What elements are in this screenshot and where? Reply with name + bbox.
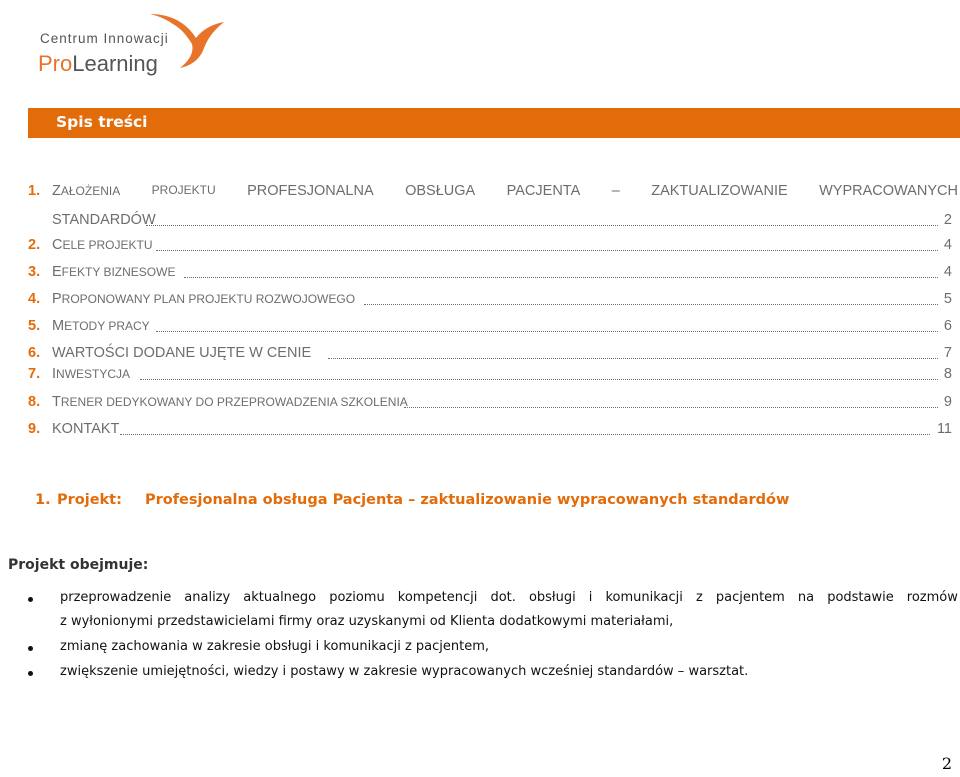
- list-item: zmianę zachowania w zakresie obsługi i komunikacji z pacjentem,: [60, 639, 958, 654]
- toc-item-9[interactable]: 9. KONTAKT 11: [28, 421, 952, 437]
- list-item-continuation: z wyłonionymi przedstawicielami firmy oraz uzyskanymi od Klienta dodatkowymi materiałami,: [60, 614, 674, 629]
- list-item-word: obsługi: [528, 590, 576, 605]
- list-item-word: pacjentem: [715, 590, 785, 605]
- list-item-word: podstawie: [827, 590, 894, 605]
- toc-item-7[interactable]: 7. INWESTYCJA 8: [28, 366, 952, 382]
- toc-item-1-title[interactable]: ZAŁOŻENIA PROJEKTU PROFESJONALNA OBSŁUGA PACJENTA – ZAKTUALIZOWANIE WYPRACOWANYCH: [52, 183, 958, 199]
- list-item-word: i: [588, 590, 593, 605]
- list-item-word: rozmów: [906, 590, 958, 605]
- list-item-word: przeprowadzenie: [60, 590, 172, 605]
- bullet-icon: [28, 597, 33, 602]
- toc-item-8[interactable]: 8. TRENER DEDYKOWANY DO PRZEPROWADZENIA SZKOLENIA 9: [28, 394, 952, 410]
- list-item-word: aktualnego: [243, 590, 317, 605]
- company-logo: [38, 8, 228, 74]
- list-item: [60, 590, 958, 605]
- section-heading: 1. Projekt: Profesjonalna obsługa Pacjenta – zaktualizowanie wypracowanych standardów: [35, 492, 790, 508]
- list-item-word: na: [797, 590, 815, 605]
- toc-item-1-line2[interactable]: STANDARDÓW 2: [52, 212, 952, 228]
- bullet-icon: [28, 646, 33, 651]
- toc-item-4[interactable]: 4. PROPONOWANY PLAN PROJEKTU ROZWOJOWEGO 5: [28, 291, 952, 307]
- list-item-word: komunikacji: [605, 590, 683, 605]
- page-number: 2: [941, 754, 952, 773]
- list-item-word: dot.: [490, 590, 516, 605]
- list-item-word: poziomu: [329, 590, 385, 605]
- logo-brand: ProLearning: [38, 51, 158, 76]
- bullet-icon: [28, 671, 33, 676]
- logo-tagline: Centrum Innowacji: [40, 31, 169, 46]
- list-item-word: analizy: [184, 590, 231, 605]
- list-item-word: kompetencji: [397, 590, 478, 605]
- toc-heading: Spis treści: [56, 113, 148, 131]
- toc-item-6[interactable]: 6. WARTOŚCI DODANE UJĘTE W CENIE 7: [28, 345, 952, 361]
- toc-item-5[interactable]: 5. METODY PRACY 6: [28, 318, 952, 334]
- toc-item-3[interactable]: 3. EFEKTY BIZNESOWE 4: [28, 264, 952, 280]
- toc-item-2[interactable]: 2. CELE PROJEKTU 4: [28, 237, 952, 253]
- swallow-logo-icon: [146, 8, 226, 70]
- list-item: zwiększenie umiejętności, wiedzy i postawy w zakresie wypracowanych wcześniej standardów – warsztat.: [60, 664, 958, 679]
- list-item-word: z: [695, 590, 703, 605]
- project-includes-heading: Projekt obejmuje:: [8, 557, 149, 573]
- toc-item-1[interactable]: 1.: [28, 183, 41, 199]
- toc-heading-bar: [28, 108, 960, 138]
